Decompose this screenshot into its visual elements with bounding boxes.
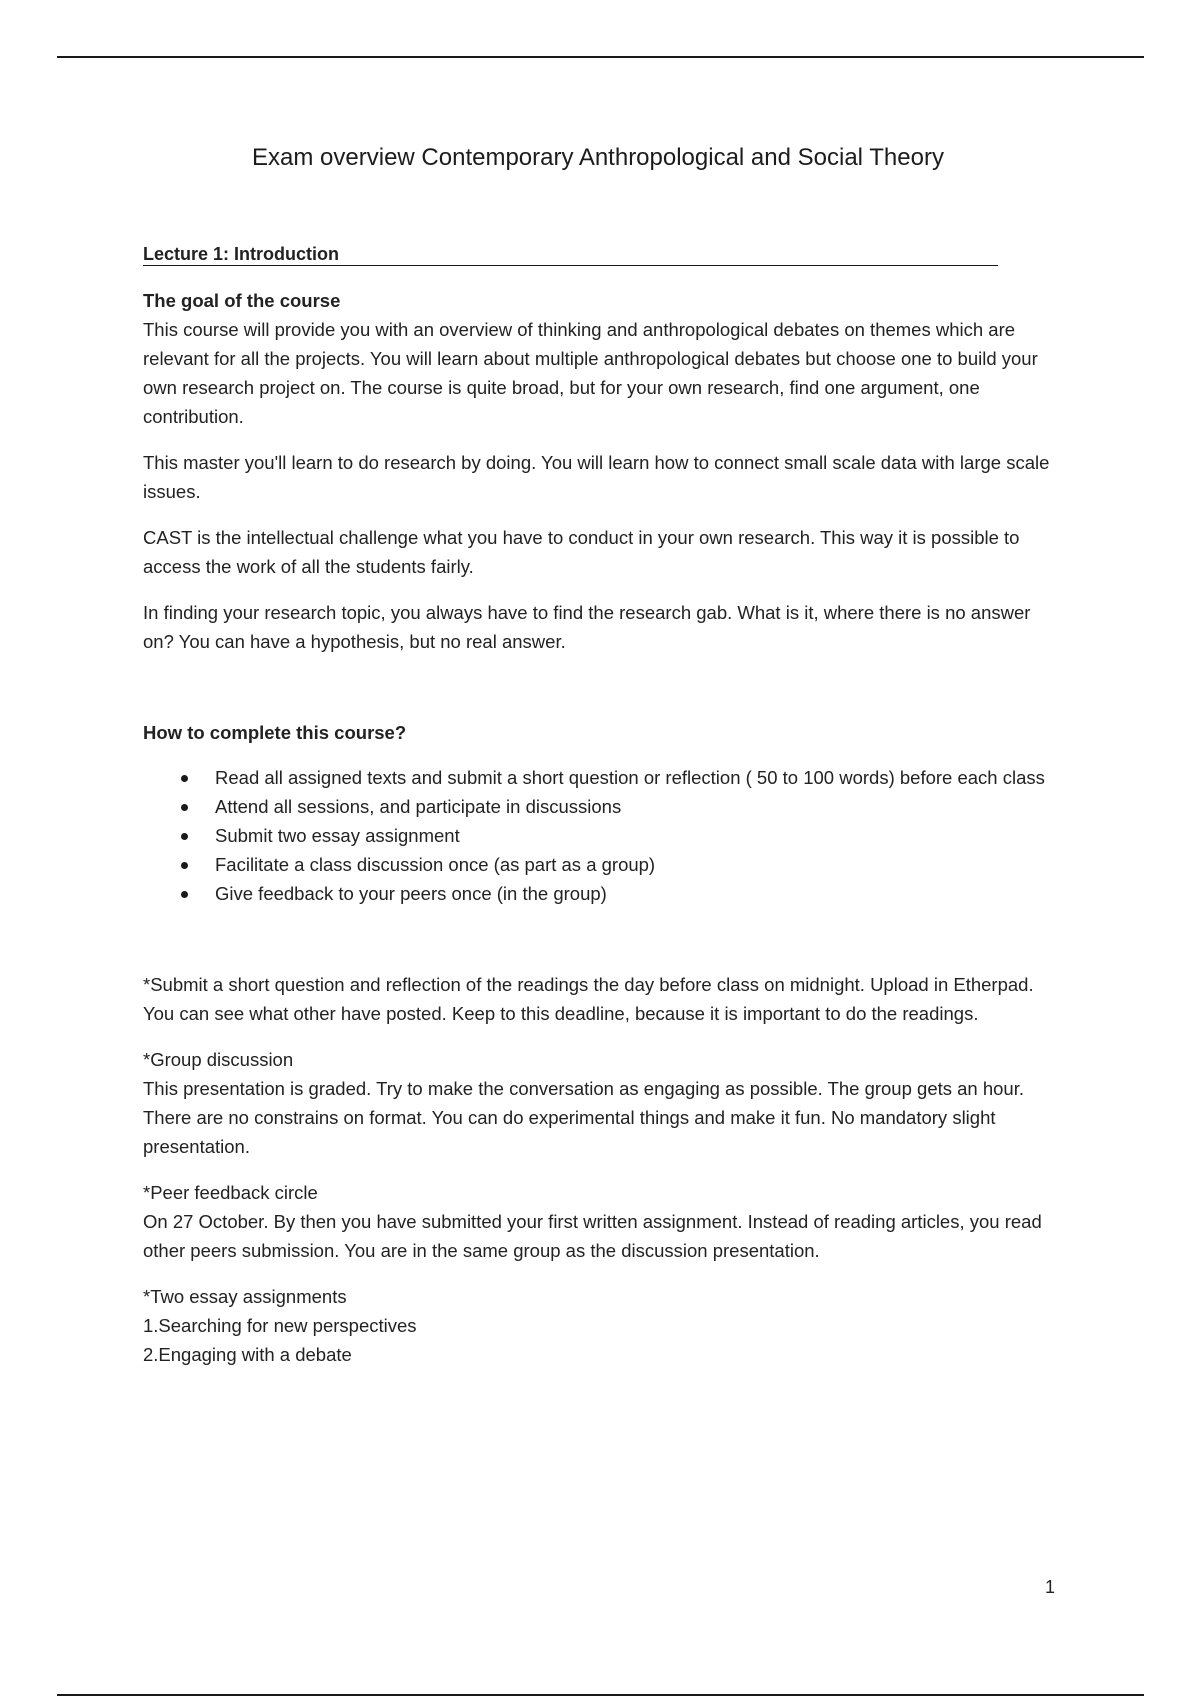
requirements-list (143, 763, 1053, 908)
peer-feedback-block (143, 1178, 1053, 1265)
essay-item: 2.Engaging with a debate (143, 1344, 352, 1365)
peer-feedback-title: *Peer feedback circle (143, 1182, 318, 1203)
bullet-icon (181, 862, 188, 869)
footer-rule (57, 1694, 1144, 1696)
group-discussion-block (143, 1045, 1053, 1161)
lecture-heading: Lecture 1: Introduction (143, 243, 998, 266)
goal-paragraph: This course will provide you with an overview of thinking and anthropological debates on themes which are relevant for all the projects. You will learn about multiple anthropological debates but choose one to build your own research project on. The course is quite broad, but for your own research, find one argument, one contribution. (143, 319, 1038, 427)
peer-feedback-text: On 27 October. By then you have submitted your first written assignment. Instead of reading articles, you read other peers submission. You are in the same group as the discussion presentation. (143, 1211, 1042, 1261)
header-rule (57, 56, 1144, 58)
essays-title: *Two essay assignments (143, 1286, 347, 1307)
bullet-icon (181, 833, 188, 840)
how-heading: How to complete this course? (143, 722, 407, 743)
goal-paragraph: In finding your research topic, you always have to find the research gab. What is it, where there is no answer on? You can have a hypothesis, but no real answer. (143, 602, 1031, 652)
bullet-icon (181, 804, 188, 811)
list-item-text: Read all assigned texts and submit a short question or reflection ( 50 to 100 words) before each class (215, 767, 1045, 788)
essay-item: 1.Searching for new perspectives (143, 1315, 417, 1336)
list-item-text: Give feedback to your peers once (in the group) (215, 883, 607, 904)
group-discussion-title: *Group discussion (143, 1049, 294, 1070)
list-item-text: Facilitate a class discussion once (as part as a group) (215, 854, 656, 875)
list-item (143, 850, 1053, 879)
goal-paragraph: CAST is the intellectual challenge what you have to conduct in your own research. This way it is possible to access the work of all the students fairly. (143, 527, 1020, 577)
list-item-text: Submit two essay assignment (215, 825, 460, 846)
submit-reflection-note: *Submit a short question and reflection of the readings the day before class on midnight. Upload in Etherpad. You can see what other have posted. Keep to this deadline, because it is important to do the readings. (143, 974, 1034, 1024)
goal-paragraph: This master you'll learn to do research by doing. You will learn how to connect small scale data with large scale issues. (143, 452, 1050, 502)
goal-heading: The goal of the course (143, 290, 341, 311)
document-body (143, 286, 1053, 1386)
essays-block (143, 1282, 1053, 1369)
list-item-text: Attend all sessions, and participate in discussions (215, 796, 622, 817)
list-item (143, 879, 1053, 908)
list-item (143, 792, 1053, 821)
list-item (143, 821, 1053, 850)
list-item (143, 763, 1053, 792)
group-discussion-text: This presentation is graded. Try to make the conversation as engaging as possible. The group gets an hour. There are no constrains on format. You can do experimental things and make it fun. No mandatory slight presentation. (143, 1078, 1024, 1157)
bullet-icon (181, 775, 188, 782)
document-title: Exam overview Contemporary Anthropological and Social Theory (252, 144, 944, 171)
page-number: 1 (1045, 1577, 1056, 1597)
bullet-icon (181, 891, 188, 898)
